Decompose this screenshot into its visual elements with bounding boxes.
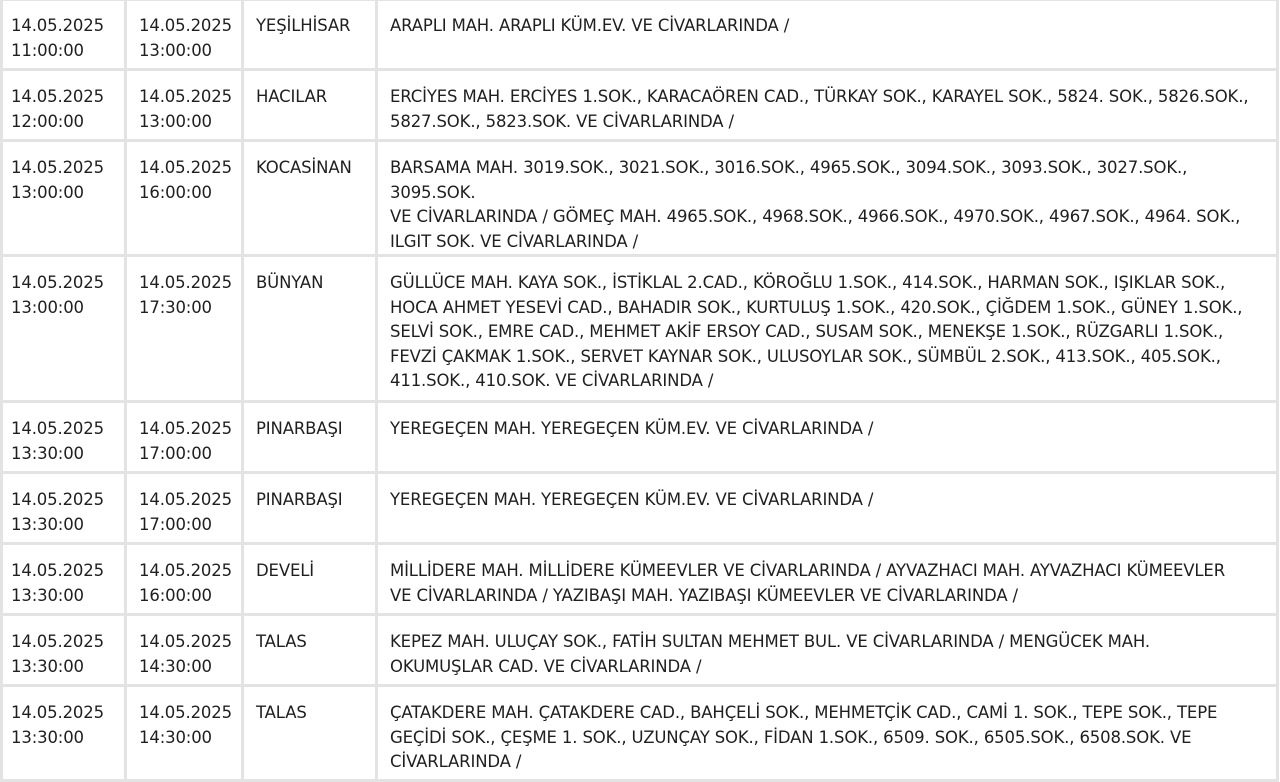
affected-area-cell (378, 687, 1279, 782)
start-datetime-cell (0, 0, 127, 71)
start-date: 14.05.2025 (11, 16, 104, 35)
district-cell (244, 71, 378, 142)
affected-area-line: SELVİ SOK., EMRE CAD., MEHMET AKİF ERSOY CAD., SUSAM SOK., MENEKŞE 1.SOK., RÜZGARLI 1.SOK., (390, 322, 1224, 341)
end-date: 14.05.2025 (139, 561, 232, 580)
end-datetime-cell (127, 403, 244, 474)
affected-area-line: VE CİVARLARINDA / YAZIBAŞI MAH. YAZIBAŞI KÜMEEVLER VE CİVARLARINDA / (390, 585, 1018, 605)
affected-area-cell (378, 403, 1279, 474)
end-time: 14:30:00 (139, 727, 212, 747)
start-datetime-cell (0, 142, 127, 257)
affected-area-line: CİVARLARINDA / (390, 752, 522, 771)
end-date: 14.05.2025 (139, 158, 232, 177)
start-date: 14.05.2025 (11, 419, 104, 438)
district-cell (244, 257, 378, 403)
start-time: 13:30:00 (11, 656, 84, 676)
affected-area-cell (378, 474, 1279, 545)
outage-row (0, 403, 1279, 474)
district-name: PINARBAŞI (256, 419, 343, 438)
end-datetime-cell (127, 71, 244, 142)
affected-area-line: HOCA AHMET YESEVİ CAD., BAHADIR SOK., KURTULUŞ 1.SOK., 420.SOK., ÇİĞDEM 1.SOK., GÜNEY 1.SOK., (390, 297, 1243, 317)
affected-area-line: 411.SOK., 410.SOK. VE CİVARLARINDA / (390, 371, 714, 390)
district-cell (244, 474, 378, 545)
end-time: 13:00:00 (139, 111, 212, 131)
outage-row (0, 71, 1279, 142)
district-cell (244, 687, 378, 782)
outage-row (0, 474, 1279, 545)
end-datetime-cell (127, 474, 244, 545)
affected-area-line: ARAPLI MAH. ARAPLI KÜM.EV. VE CİVARLARINDA / (390, 16, 790, 35)
affected-area-line: BARSAMA MAH. 3019.SOK., 3021.SOK., 3016.SOK., 4965.SOK., 3094.SOK., 3093.SOK., 3027.SOK., 3095.SOK. (390, 158, 1188, 202)
affected-area-cell (378, 0, 1279, 71)
end-date: 14.05.2025 (139, 419, 232, 438)
district-cell (244, 142, 378, 257)
end-date: 14.05.2025 (139, 632, 232, 651)
affected-area-cell (378, 616, 1279, 687)
start-time: 13:30:00 (11, 514, 84, 534)
end-date: 14.05.2025 (139, 87, 232, 106)
district-cell (244, 616, 378, 687)
end-date: 14.05.2025 (139, 273, 232, 292)
end-datetime-cell (127, 257, 244, 403)
start-date: 14.05.2025 (11, 490, 104, 509)
end-time: 17:00:00 (139, 443, 212, 463)
affected-area-line: VE CİVARLARINDA / GÖMEÇ MAH. 4965.SOK., 4968.SOK., 4966.SOK., 4970.SOK., 4967.SOK., 4964. SOK., (390, 207, 1241, 226)
end-date: 14.05.2025 (139, 703, 232, 722)
start-date: 14.05.2025 (11, 273, 104, 292)
start-datetime-cell (0, 545, 127, 616)
outage-row (0, 616, 1279, 687)
start-datetime-cell (0, 71, 127, 142)
affected-area-line: YEREGEÇEN MAH. YEREGEÇEN KÜM.EV. VE CİVARLARINDA / (390, 490, 874, 509)
district-cell (244, 403, 378, 474)
affected-area-line: 5827.SOK., 5823.SOK. VE CİVARLARINDA / (390, 111, 734, 131)
affected-area-line: MİLLİDERE MAH. MİLLİDERE KÜMEEVLER VE CİVARLARINDA / AYVAZHACI MAH. AYVAZHACI KÜMEEVLER (390, 561, 1226, 580)
start-time: 13:00:00 (11, 182, 84, 202)
outage-row (0, 0, 1279, 71)
end-datetime-cell (127, 0, 244, 71)
affected-area-line: ILGIT SOK. VE CİVARLARINDA / (390, 231, 638, 251)
district-name: BÜNYAN (256, 273, 324, 292)
start-time: 13:30:00 (11, 585, 84, 605)
affected-area-line: KEPEZ MAH. ULUÇAY SOK., FATİH SULTAN MEHMET BUL. VE CİVARLARINDA / MENGÜCEK MAH. (390, 632, 1150, 651)
affected-area-line: YEREGEÇEN MAH. YEREGEÇEN KÜM.EV. VE CİVARLARINDA / (390, 419, 874, 438)
outage-row (0, 545, 1279, 616)
end-time: 13:00:00 (139, 40, 212, 60)
district-cell (244, 0, 378, 71)
district-name: KOCASİNAN (256, 158, 352, 177)
affected-area-line: OKUMUŞLAR CAD. VE CİVARLARINDA / (390, 656, 702, 676)
end-date: 14.05.2025 (139, 490, 232, 509)
start-date: 14.05.2025 (11, 632, 104, 651)
affected-area-cell (378, 257, 1279, 403)
start-datetime-cell (0, 474, 127, 545)
end-time: 16:00:00 (139, 182, 212, 202)
affected-area-cell (378, 71, 1279, 142)
outage-row (0, 687, 1279, 782)
district-name: HACILAR (256, 87, 328, 106)
outage-row (0, 142, 1279, 257)
end-time: 17:30:00 (139, 297, 212, 317)
start-time: 13:00:00 (11, 297, 84, 317)
district-name: DEVELİ (256, 561, 315, 580)
district-name: TALAS (256, 632, 307, 651)
end-datetime-cell (127, 142, 244, 257)
district-name: TALAS (256, 703, 307, 722)
start-time: 11:00:00 (11, 40, 84, 60)
end-time: 16:00:00 (139, 585, 212, 605)
affected-area-line: GÜLLÜCE MAH. KAYA SOK., İSTİKLAL 2.CAD., KÖROĞLU 1.SOK., 414.SOK., HARMAN SOK., IŞIKLAR SOK., (390, 273, 1226, 292)
affected-area-line: ÇATAKDERE MAH. ÇATAKDERE CAD., BAHÇELİ SOK., MEHMETÇİK CAD., CAMİ 1. SOK., TEPE SOK., TEPE (390, 703, 1218, 722)
affected-area-line: FEVZİ ÇAKMAK 1.SOK., SERVET KAYNAR SOK., ULUSOYLAR SOK., SÜMBÜL 2.SOK., 413.SOK., 405.SOK., (390, 346, 1221, 366)
start-datetime-cell (0, 687, 127, 782)
start-datetime-cell (0, 616, 127, 687)
outage-row (0, 257, 1279, 403)
affected-area-line: ERCİYES MAH. ERCİYES 1.SOK., KARACAÖREN CAD., TÜRKAY SOK., KARAYEL SOK., 5824. SOK., 5826.SOK., (390, 87, 1249, 106)
end-time: 17:00:00 (139, 514, 212, 534)
start-datetime-cell (0, 257, 127, 403)
affected-area-cell (378, 142, 1279, 257)
end-date: 14.05.2025 (139, 16, 232, 35)
start-datetime-cell (0, 403, 127, 474)
start-date: 14.05.2025 (11, 561, 104, 580)
end-time: 14:30:00 (139, 656, 212, 676)
start-date: 14.05.2025 (11, 703, 104, 722)
start-date: 14.05.2025 (11, 158, 104, 177)
start-time: 12:00:00 (11, 111, 84, 131)
end-datetime-cell (127, 616, 244, 687)
district-cell (244, 545, 378, 616)
start-time: 13:30:00 (11, 443, 84, 463)
start-time: 13:30:00 (11, 727, 84, 747)
district-name: PINARBAŞI (256, 490, 343, 509)
district-name: YEŞİLHİSAR (256, 16, 351, 35)
affected-area-line: GEÇİDİ SOK., ÇEŞME 1. SOK., UZUNÇAY SOK., FİDAN 1.SOK., 6509. SOK., 6505.SOK., 6508.SOK. VE (390, 727, 1192, 747)
affected-area-cell (378, 545, 1279, 616)
end-datetime-cell (127, 687, 244, 782)
start-date: 14.05.2025 (11, 87, 104, 106)
end-datetime-cell (127, 545, 244, 616)
